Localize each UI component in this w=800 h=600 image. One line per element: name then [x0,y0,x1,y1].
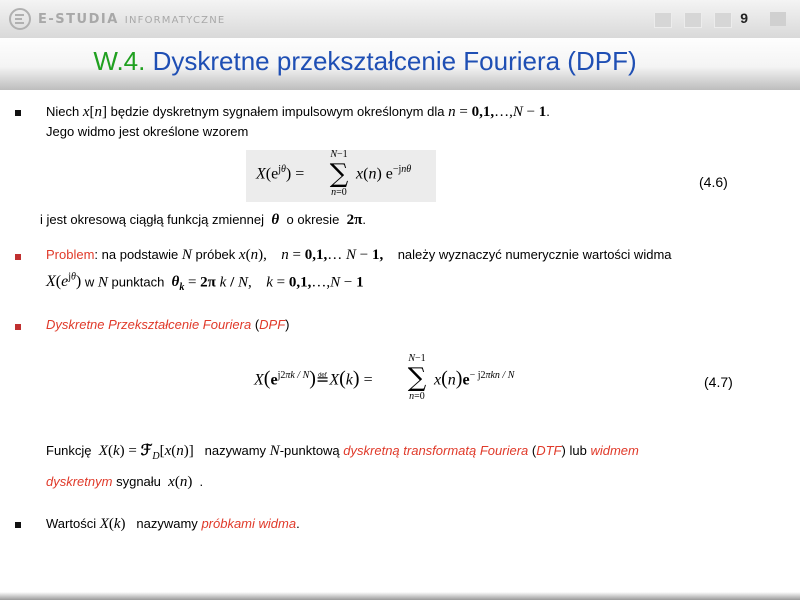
title-text: Dyskretne przekształcenie Fouriera (DPF) [152,46,637,76]
header-square [654,12,672,28]
brand-logo [8,7,225,31]
math-range: n = 0,1,…,N − 1 [448,104,547,120]
brand-name: E-STUDIA INFORMATYCZNE [38,11,226,27]
slide-title [0,46,730,77]
bullet1-line1: Niech x[n] będzie dyskretnym sygnałem impulsowym określonym dla n = 0,1,…,N − 1. [46,104,550,120]
e-studia-logo-icon [8,7,32,31]
math-theta: θ [267,212,283,228]
bullet-marker [15,254,21,260]
corner-square [770,12,786,26]
bullet2-line1: Problem: na podstawie N próbek x(n), n = 0,1,… N − 1, należy wyznaczyć numerycznie wartości widma [46,247,672,263]
equation-number-4-6: (4.6) [699,174,728,190]
bottom-divider [0,592,800,600]
bullet-marker [15,324,21,330]
title-number: W.4. [93,46,146,76]
bullet4-line: Wartości X(k) nazywamy próbkami widma. [46,516,300,532]
math-signal: x[n] [82,104,108,120]
header-square [684,12,702,28]
bullet3-line: Dyskretne Przekształcenie Fouriera (DPF) [46,317,290,332]
bullet1-line2: Jego widmo jest określone wzorem [46,124,249,139]
bullet2-line2: $X(e^{j\theta})$ w N punktach $\theta_k = 2\pi$ k / N, k = 0,1,…,N − 1 [46,272,364,294]
function-line2: dyskretnym sygnału x(n) . [46,474,204,490]
equation-4-6: $X(e^{j\theta})$ = N−1 ∑ n=0 x(n) $e^{-jn\theta}$ [246,150,436,202]
equation-number-4-7: (4.7) [704,374,733,390]
header-square [714,12,732,28]
header-squares [654,12,732,28]
bullet1-line3: i jest okresową ciągłą funkcją zmiennej θ o okresie 2π. [40,212,367,228]
bullet-marker [15,522,21,528]
function-line1: Funkcję X(k) = ℱ$_D$[x(n)] nazywamy N-punktową dyskretną transformatą Fouriera (DTF) lub widmem [46,443,639,462]
math-two-pi: 2π [342,212,363,228]
page-number: 9 [740,10,748,26]
bullet-marker [15,110,21,116]
